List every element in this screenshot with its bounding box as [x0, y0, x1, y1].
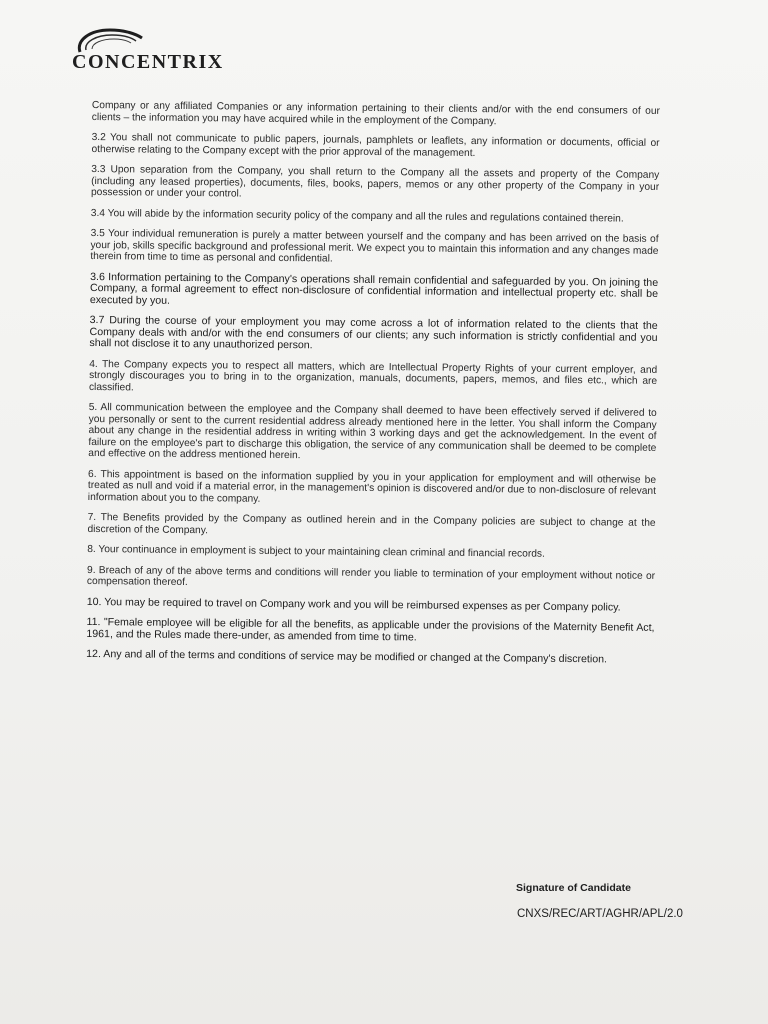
- reference-code: CNXS/REC/ART/AGHR/APL/2.0: [517, 908, 683, 920]
- paragraph-3-6: 3.6 Information pertaining to the Company's operations shall remain confidential and safeguarded by you. On joining the Company, a formal agreement to effect non-disclosure of confidential information and intellectual property etc. shall be executed by you.: [89, 270, 659, 307]
- paragraph-3-3: 3.3 Upon separation from the Company, you shall return to the Company all the assets and property of the Company (including any leased properties), documents, files, books, papers, memos or any other property of the Company in your possession or under your control.: [90, 163, 660, 200]
- paragraph-4: 4. The Company expects you to respect all matters, which are Intellectual Property Rights of your current employer, and strongly discourages you to bring in to the organization, manuals, documents, papers, memos, and files etc., which are classified.: [88, 358, 658, 393]
- paragraph-7: 7. The Benefits provided by the Company as outlined herein and in the Company policies are subject to change at the discretion of the Company.: [87, 511, 656, 536]
- company-logo: [70, 26, 260, 76]
- paragraph-3-5: 3.5 Your individual remuneration is purely a matter between yourself and the company and has been arrived on the basis of your job, skills specific background and professional merit. We expect you to maintain this information and any changes made therein from time to time as personal and confidential.: [90, 227, 659, 265]
- paragraph-3-2: 3.2 You shall not communicate to public papers, journals, pamphlets or leaflets, any information or documents, official or otherwise relating to the Company except with the prior approval of the management.: [91, 131, 660, 159]
- paragraph-8: 8. Your continuance in employment is subject to your maintaining clean criminal and financial records.: [87, 543, 545, 560]
- paragraph-9: 9. Breach of any of the above terms and conditions will render you liable to termination of your employment without notice or compensation thereof.: [86, 564, 656, 589]
- paragraph-12: 12. Any and all of the terms and conditions of service may be modified or changed at the Company's discretion.: [86, 647, 608, 666]
- paragraph-10: 10. You may be required to travel on Company work and you will be reimbursed expenses as per Company policy.: [86, 595, 621, 614]
- paragraph-3-4: 3.4 You will abide by the information security policy of the company and all the rules and regulations contained therein.: [90, 207, 624, 225]
- paragraph-6: 6. This appointment is based on the information supplied by you in your application for employment and will otherwise be treated as null and void if a material error, in the management's opinion is discovered and/or due to non-disclosure of relevant information about you to the company.: [87, 468, 657, 505]
- paragraph-3-7: 3.7 During the course of your employment you may come across a lot of information related to the clients that the Company deals with and/or with the end consumers of our clients; any such information is strictly confidential and you shall not disclose it to any unauthorized person.: [89, 313, 658, 352]
- paragraph-3-1-continued: Company or any affiliated Companies or any information pertaining to their clients and/or with the end consumers of our clients – the information you may have acquired while in the employment of the Company.: [91, 100, 660, 127]
- paragraph-5: 5. All communication between the employee and the Company shall deemed to have been effectively served if delivered to you personally or sent to the current residential address already mentioned here in the letter. You shall inform the Company about any change in the residential address in writing within 3 working days and get the acknowledgement. In the event of failure on the employee's part to discharge this obligation, the service of any communication shall be deemed to be complete and effective on the address mentioned herein.: [88, 401, 657, 462]
- logo-wordmark: CONCENTRIX: [72, 51, 224, 73]
- signature-label: Signature of Candidate: [516, 882, 631, 894]
- letter-body: [86, 100, 660, 675]
- paragraph-11: 11. "Female employee will be eligible for all the benefits, as applicable under the provisions of the Maternity Benefit Act, 1961, and the Rules made there-under, as amended from time to time.: [86, 615, 655, 643]
